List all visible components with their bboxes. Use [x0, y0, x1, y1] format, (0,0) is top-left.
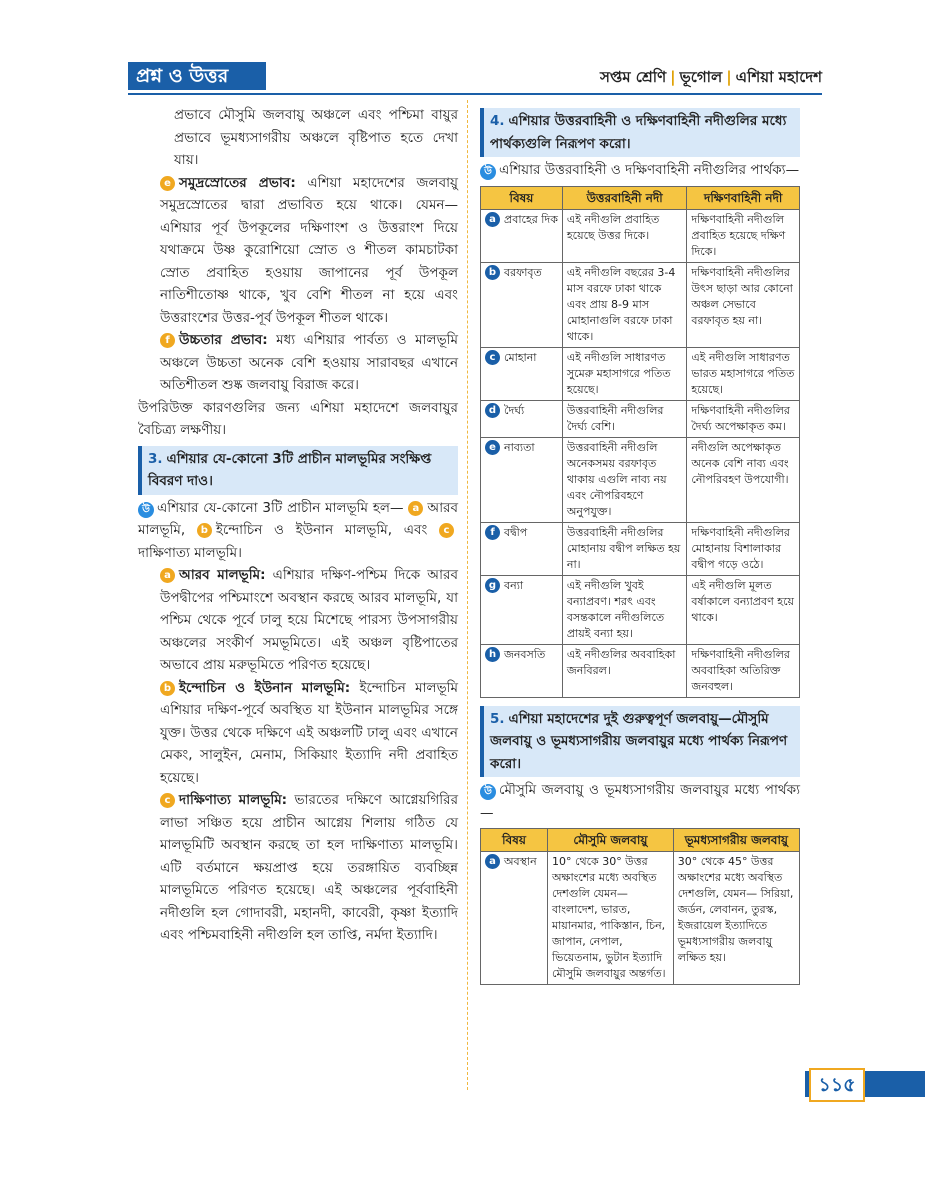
- answer-5-intro: [480, 779, 800, 824]
- row-topic-text: দৈর্ঘ্য: [504, 403, 525, 417]
- question-text: এশিয়ার উত্তরবাহিনী ও দক্ষিণবাহিনী নদীগুলির মধ্যে পার্থক্যগুলি নিরূপণ করো।: [490, 113, 787, 152]
- question-number: 4.: [490, 113, 505, 129]
- list-item-c: দাক্ষিণাত্য মালভূমি।: [138, 544, 242, 561]
- point-marker: e: [160, 176, 175, 191]
- question-5: [480, 706, 800, 778]
- section-brand-label: প্রশ্ন ও উত্তর: [128, 62, 266, 90]
- point-heading: দাক্ষিণাত্য মালভূমি:: [179, 792, 288, 808]
- page-number: ১১৫: [809, 1068, 865, 1102]
- point-heading: আরব মালভূমি:: [179, 567, 266, 583]
- question-text: এশিয়ার যে-কোনো 3টি প্রাচীন মালভূমির সংক্ষিপ্ত বিবরণ দাও।: [148, 450, 432, 489]
- table-cell-col2: দক্ষিণবাহিনী নদীগুলির অববাহিকা অতিরিক্ত জনবহুল।: [687, 644, 800, 697]
- row-marker: a: [485, 212, 500, 227]
- row-topic-text: অবস্থান: [504, 855, 537, 868]
- answer-icon: উ: [480, 784, 496, 800]
- rivers-comparison-table: [480, 186, 800, 698]
- answer-3-intro: [138, 497, 458, 565]
- row-marker: d: [485, 403, 500, 418]
- question-3: [138, 446, 458, 495]
- climate-comparison-table: [480, 828, 800, 985]
- row-marker: f: [485, 525, 500, 540]
- table-cell-col1: এই নদীগুলির অববাহিকা জনবিরল।: [562, 644, 686, 697]
- header-chapter: এশিয়া মহাদেশ: [735, 68, 822, 86]
- point-b: [138, 677, 458, 790]
- point-c: [138, 789, 458, 947]
- list-marker: b: [197, 523, 212, 538]
- table-cell-col1: এই নদীগুলি সাধারণত সুমেরু মহাসাগরে পতিত হয়েছে।: [562, 347, 686, 400]
- table-row: [481, 347, 800, 400]
- point-e: [138, 172, 458, 330]
- point-text: মধ্য এশিয়ার পার্বত্য ও মালভূমি অঞ্চলে উচ্চতা অনেক বেশি হওয়ায় সারাবছর এখানে অতিশীতল শুষ্ক জলবায়ু বিরাজ করে।: [160, 332, 458, 393]
- table-cell-topic: [481, 575, 563, 644]
- answer-intro-text: এশিয়ার যে-কোনো 3টি প্রাচীন মালভূমি হল—: [157, 499, 404, 516]
- table-row: [481, 209, 800, 262]
- table-cell-topic: [481, 347, 563, 400]
- table-cell-topic: [481, 209, 563, 262]
- table-header-cell: বিষয়: [481, 829, 548, 852]
- list-and: এবং: [403, 522, 428, 538]
- point-f: [138, 329, 458, 397]
- point-marker: b: [160, 681, 175, 696]
- table-cell-col1: এই নদীগুলি বছরের 3-4 মাস বরফে ঢাকা থাকে এবং প্রায় 8-9 মাস মোহানাগুলি বরফে ঢাকা থাকে।: [562, 262, 686, 347]
- question-number: 5.: [490, 710, 505, 727]
- table-cell-col2: দক্ষিণবাহিনী নদীগুলির দৈর্ঘ্য অপেক্ষাকৃত কম।: [687, 400, 800, 437]
- table-cell-topic: [481, 262, 563, 347]
- point-text: ইন্দোচিন মালভূমি এশিয়ার দক্ষিণ-পূর্বে অবস্থিত যা ইউনান মালভূমির সঙ্গে যুক্ত। উত্তর থেকে দক্ষিণে এই অঞ্চলটি ঢালু এবং এখানে মেকং, সালুইন, মেনাম, সিকিয়াং ইত্যাদি নদী প্রবাহিত হয়েছে।: [160, 679, 458, 786]
- table-cell-col2: এই নদীগুলি মূলত বর্ষাকালে বন্যাপ্রবণ হয়ে থাকে।: [687, 575, 800, 644]
- paragraph-continued: প্রভাবে মৌসুমি জলবায়ু অঞ্চলে এবং পশ্চিমা বায়ুর প্রভাবে ভূমধ্যসাগরীয় অঞ্চলে বৃষ্টিপাত হতে দেখা যায়।: [174, 107, 458, 168]
- question-number: 3.: [148, 450, 163, 467]
- table-header-cell: মৌসুমি জলবায়ু: [548, 829, 674, 852]
- answer-icon: উ: [138, 502, 154, 518]
- table-row: [481, 400, 800, 437]
- row-topic-text: জনবসতি: [504, 647, 546, 661]
- table-cell-col1: উত্তরবাহিনী নদীগুলি অনেকসময় বরফাবৃত থাকায় এগুলি নাব্য নয় এবং নৌপরিবহণে অনুপযুক্ত।: [562, 437, 686, 522]
- row-marker: b: [485, 265, 500, 280]
- table-row: [481, 575, 800, 644]
- table-row: [481, 522, 800, 575]
- row-topic-text: বন্যা: [504, 578, 524, 592]
- conclusion-paragraph: উপরিউক্ত কারণগুলির জন্য এশিয়া মহাদেশে জলবায়ুর বৈচিত্র্য লক্ষণীয়।: [138, 399, 458, 438]
- table-row: [481, 437, 800, 522]
- table-row: [481, 644, 800, 697]
- point-marker: c: [160, 793, 175, 808]
- table-header-cell: বিষয়: [481, 186, 563, 209]
- list-marker: a: [408, 501, 423, 516]
- row-marker: a: [485, 854, 500, 869]
- table-row: [481, 262, 800, 347]
- table-cell-col2: দক্ষিণবাহিনী নদীগুলির মোহানায় বিশালাকার বদ্বীপ গড়ে ওঠে।: [687, 522, 800, 575]
- header-separator: |: [670, 68, 676, 86]
- table-row: [481, 852, 800, 985]
- header-rule: [128, 93, 822, 95]
- table-header-cell: দক্ষিণবাহিনী নদী: [687, 186, 800, 209]
- table-cell-col2: দক্ষিণবাহিনী নদীগুলির উৎস ছাড়া আর কোনো অঞ্চল সেভাবে বরফাবৃত হয় না।: [687, 262, 800, 347]
- header-separator: |: [726, 68, 732, 86]
- point-heading: সমুদ্রস্রোতের প্রভাব:: [179, 174, 296, 191]
- answer-intro-text: মৌসুমি জলবায়ু ও ভূমধ্যসাগরীয় জলবায়ুর মধ্যে পার্থক্য—: [480, 782, 800, 821]
- row-topic-text: বদ্বীপ: [504, 525, 528, 539]
- table-cell-topic: [481, 437, 563, 522]
- table-cell-topic: [481, 400, 563, 437]
- header-subject: ভূগোল: [679, 68, 723, 86]
- row-marker: c: [485, 350, 500, 365]
- table-cell-col1: উত্তরবাহিনী নদীগুলির মোহানায় বদ্বীপ লক্ষিত হয় না।: [562, 522, 686, 575]
- question-4: [480, 108, 800, 157]
- list-item-b: ইন্দোচিন ও ইউনান মালভূমি,: [215, 522, 393, 538]
- header-class: সপ্তম শ্রেণি: [600, 68, 667, 86]
- table-header-cell: ভূমধ্যসাগরীয় জলবায়ু: [673, 829, 799, 852]
- answer-4-intro: [480, 159, 800, 182]
- point-marker: a: [160, 568, 175, 583]
- row-marker: h: [485, 647, 500, 662]
- row-topic-text: মোহানা: [504, 350, 537, 364]
- table-cell-topic: [481, 644, 563, 697]
- table-cell-col2: 30° থেকে 45° উত্তর অক্ষাংশের মধ্যে অবস্থিত দেশগুলি, যেমন— সিরিয়া, জর্ডন, লেবানন, তুরস্ক, ইজরায়েল ইত্যাদিতে ভূমধ্যসাগরীয় জলবায়ু লক্ষিত হয়।: [673, 852, 799, 985]
- table-cell-col2: নদীগুলি অপেক্ষাকৃত অনেক বেশি নাব্য এবং নৌপরিবহণ উপযোগী।: [687, 437, 800, 522]
- column-divider: [467, 100, 469, 1090]
- left-column: [138, 104, 458, 947]
- table-cell-col1: এই নদীগুলি খুবই বন্যাপ্রবণ। শরৎ এবং বসন্তকালে নদীগুলিতে প্রায়ই বন্যা হয়।: [562, 575, 686, 644]
- table-cell-col2: দক্ষিণবাহিনী নদীগুলি প্রবাহিত হয়েছে দক্ষিণ দিকে।: [687, 209, 800, 262]
- point-text: ভারতের দক্ষিণে আগ্নেয়গিরির লাভা সঞ্চিত হয়ে প্রাচীন আগ্নেয় শিলায় গঠিত যে মালভূমিটি অবস্থান করছে তা হল দাক্ষিণাত্য মালভূমি। এটি বর্তমানে ক্ষয়প্রাপ্ত হয়ে তরঙ্গায়িত ব্যবচ্ছিন্ন মালভূমিতে পরিণত হয়েছে। এই অঞ্চলের পূর্ববাহিনী নদীগুলি হল গোদাবরী, মহানদী, কাবেরী, কৃষ্ণা ইত্যাদি এবং পশ্চিমবাহিনী নদীগুলি হল তাপ্তি, নর্মদা ইত্যাদি।: [160, 792, 458, 943]
- row-topic-text: বরফাবৃত: [504, 265, 542, 279]
- list-item-a: আরব মালভূমি,: [138, 499, 458, 538]
- running-header: [600, 66, 822, 91]
- answer-intro-text: এশিয়ার উত্তরবাহিনী ও দক্ষিণবাহিনী নদীগুলির পার্থক্য—: [499, 162, 800, 178]
- row-marker: g: [485, 578, 500, 593]
- table-cell-topic: [481, 852, 548, 985]
- point-heading: উচ্চতার প্রভাব:: [179, 332, 268, 348]
- question-text: এশিয়া মহাদেশের দুই গুরুত্বপূর্ণ জলবায়ু—মৌসুমি জলবায়ু ও ভূমধ্যসাগরীয় জলবায়ুর মধ্যে পার্থক্য নিরূপণ করো।: [490, 710, 788, 772]
- answer-icon: উ: [480, 164, 496, 180]
- point-heading: ইন্দোচিন ও ইউনান মালভূমি:: [179, 679, 351, 696]
- point-a: [138, 564, 458, 677]
- right-column: [480, 104, 800, 985]
- point-text: এশিয়ার দক্ষিণ-পশ্চিম দিকে আরব উপদ্বীপের পশ্চিমাংশে অবস্থান করছে আরব মালভূমি, যা পশ্চিম থেকে পূর্বে ঢালু হয়ে মিশেছে পারস্য উপসাগরীয় অঞ্চলের সংকীর্ণ সমভূমিতে। এই অঞ্চল বৃষ্টিপাতের অভাবে প্রায় মরুভূমিতে পরিণত হয়েছে।: [160, 567, 458, 673]
- table-cell-col1: 10° থেকে 30° উত্তর অক্ষাংশের মধ্যে অবস্থিত দেশগুলি যেমন— বাংলাদেশ, ভারত, মায়ানমার, পাকিস্তান, চিন, জাপান, নেপাল, ভিয়েতনাম, ভুটান ইত্যাদি মৌসুমি জলবায়ুর অন্তর্গত।: [548, 852, 674, 985]
- point-marker: f: [160, 333, 175, 348]
- point-text: এশিয়া মহাদেশের জলবায়ু সমুদ্রস্রোতের দ্বারা প্রভাবিত হয়ে থাকে। যেমন— এশিয়ার পূর্ব উপকূলের দক্ষিণাংশ ও উত্তরাংশ দিয়ে যথাক্রমে উষ্ণ কুরোশিয়ো স্রোত ও শীতল কামচাটকা স্রোত প্রবাহিত হওয়ায় জাপানের পূর্ব উপকূল নাতিশীতোষ্ণ থাকে, খুব বেশি শীতল না হয়ে এবং উত্তরাংশের উত্তর-পূর্ব উপকূল শীতল থাকে।: [160, 174, 458, 326]
- table-cell-col2: এই নদীগুলি সাধারণত ভারত মহাসাগরে পতিত হয়েছে।: [687, 347, 800, 400]
- table-cell-col1: উত্তরবাহিনী নদীগুলির দৈর্ঘ্য বেশি।: [562, 400, 686, 437]
- row-marker: e: [485, 440, 500, 455]
- table-header-cell: উত্তরবাহিনী নদী: [562, 186, 686, 209]
- list-marker: c: [439, 523, 454, 538]
- row-topic-text: নাব্যতা: [504, 440, 535, 454]
- row-topic-text: প্রবাহের দিক: [504, 212, 558, 226]
- table-cell-col1: এই নদীগুলি প্রবাহিত হয়েছে উত্তর দিকে।: [562, 209, 686, 262]
- table-cell-topic: [481, 522, 563, 575]
